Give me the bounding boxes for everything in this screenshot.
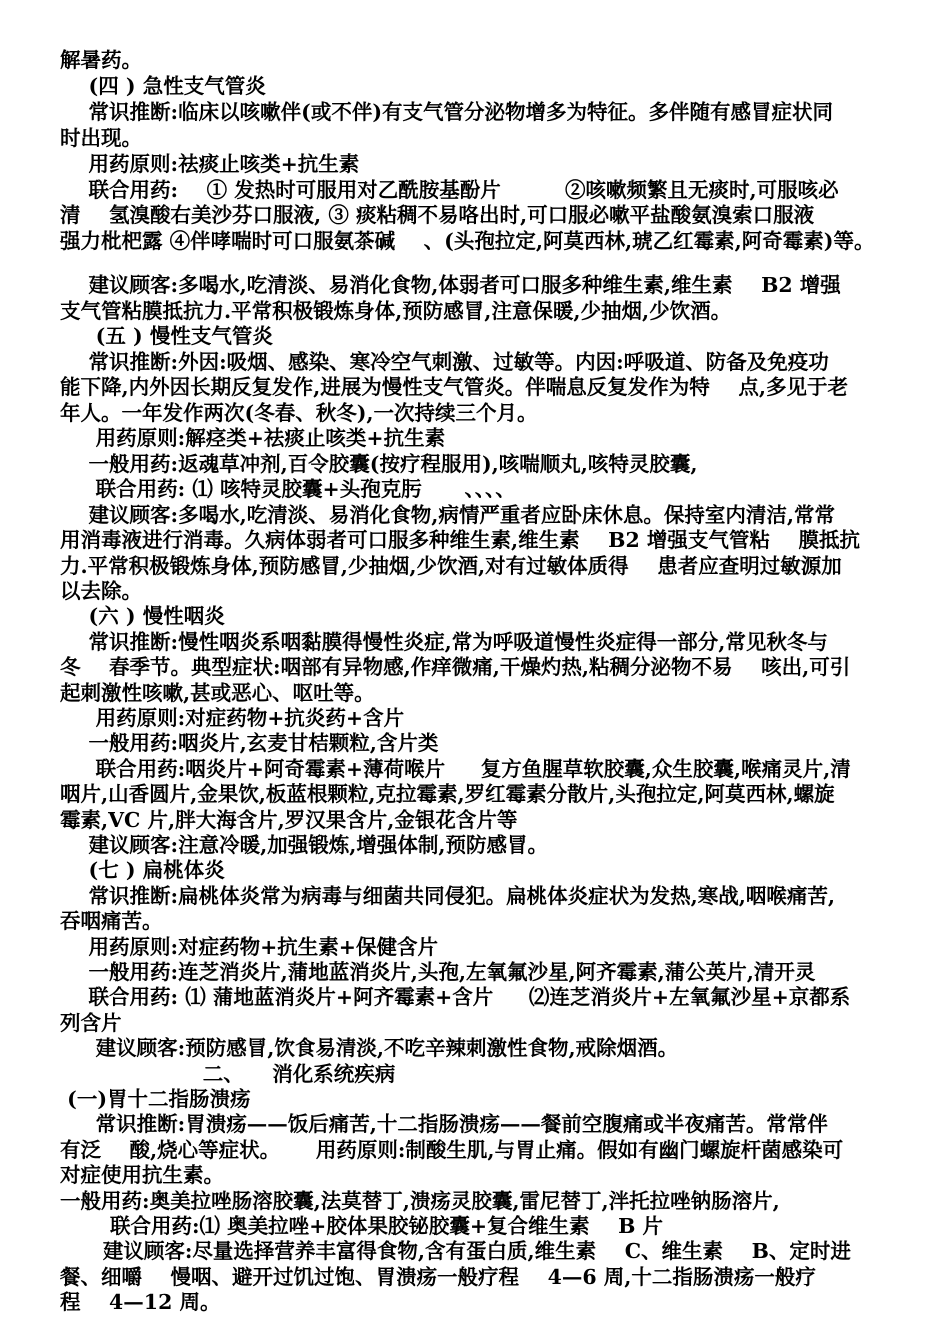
text-line: 程 4—12 周。 xyxy=(60,1290,221,1314)
text-line: 建议顾客:多喝水,吃清淡、易消化食物,体弱者可口服多种维生素,维生素 B2 增强 xyxy=(60,273,841,297)
text-line: 餐、细嚼 慢咽、避开过饥过饱、胃溃疡一般疗程 4—6 周,十二指肠溃疡一般疗 xyxy=(60,1265,816,1289)
text-line: 起刺激性咳嗽,甚或恶心、呕吐等。 xyxy=(60,681,375,705)
text-line: 有泛 酸,烧心等症状。 用药原则:制酸生肌,与胃止痛。假如有幽门螺旋杆菌感染可 xyxy=(60,1138,844,1162)
text-line: 冬 春季节。典型症状:咽部有异物感,作痒微痛,干燥灼热,粘稠分泌物不易 咳出,可引 xyxy=(60,655,851,679)
chapter-heading: 二、 消化系统疾病 xyxy=(60,1062,396,1086)
text-line: 联合用药: ⑴ 咳特灵胶囊+头孢克肟 、、、、 xyxy=(60,477,516,501)
text-line: 用药原则:解痉类+祛痰止咳类+抗生素 xyxy=(60,426,446,450)
text-line: 以去除。 xyxy=(60,579,142,603)
text-line: 能下降,内外因长期反复发作,进展为慢性支气管炎。伴喘息反复发作为特 点,多见于老 xyxy=(60,375,848,399)
text-line: 吞咽痛苦。 xyxy=(60,909,163,933)
text-line: 清 氢溴酸右美沙芬口服液, ③ 痰粘稠不易咯出时,可口服必嗽平盐酸氨溴索口服液 xyxy=(60,203,815,227)
text-line: 对症使用抗生素。 xyxy=(60,1163,224,1187)
text-line: 常识推断:胃溃疡——饭后痛苦,十二指肠溃疡——餐前空腹痛或半夜痛苦。常常伴 xyxy=(60,1112,828,1136)
text-line: 列含片 xyxy=(60,1011,122,1035)
text-line: 用药原则:对症药物+抗生素+保健含片 xyxy=(60,935,438,959)
section-heading: (四 ) 急性支气管炎 xyxy=(60,74,266,98)
text-line: 建议顾客:预防感冒,饮食易清淡,不吃辛辣刺激性食物,戒除烟酒。 xyxy=(60,1036,679,1060)
text-line: 一般用药:咽炎片,玄麦甘桔颗粒,含片类 xyxy=(60,731,439,755)
text-line: 建议顾客:注意冷暖,加强锻炼,增强体制,预防感冒。 xyxy=(60,833,549,857)
text-line: 霉素,VC 片,胖大海含片,罗汉果含片,金银花含片等 xyxy=(60,808,518,832)
text-line: 年人。一年发作两次(冬春、秋冬),一次持续三个月。 xyxy=(60,401,538,425)
text-line: 时出现。 xyxy=(60,126,142,150)
text-line: 建议顾客:尽量选择营养丰富得食物,含有蛋白质,维生素 C、维生素 B、定时进 xyxy=(60,1239,851,1263)
text-line: 联合用药:⑴ 奥美拉唑+胶体果胶铋胶囊+复合维生素 B 片 xyxy=(60,1214,664,1238)
text-line: 联合用药: ⑴ 蒲地蓝消炎片+阿齐霉素+含片 ⑵连芝消炎片+左氧氟沙星+京都系 xyxy=(60,985,851,1009)
text-line: 建议顾客:多喝水,吃清淡、易消化食物,病情严重者应卧床休息。保持室内清洁,常常 xyxy=(60,503,836,527)
text-line: 联合用药:咽炎片+阿奇霉素+薄荷喉片 复方鱼腥草软胶囊,众生胶囊,喉痛灵片,清 xyxy=(60,757,851,781)
text-line: 常识推断:临床以咳嗽伴(或不伴)有支气管分泌物增多为特征。多伴随有感冒症状同 xyxy=(60,100,834,124)
text-line: 用消毒液进行消毒。久病体弱者可口服多种维生素,维生素 B2 增强支气管粘 膜抵抗 xyxy=(60,528,860,552)
text-line: 一般用药:奥美拉唑肠溶胶囊,法莫替丁,溃疡灵胶囊,雷尼替丁,泮托拉唑钠肠溶片, xyxy=(60,1189,780,1213)
section-heading: (七 ) 扁桃体炎 xyxy=(60,858,225,882)
text-line: 常识推断:外因:吸烟、感染、寒冷空气刺激、过敏等。内因:呼吸道、防备及免疫功 xyxy=(60,350,829,374)
section-heading: (一)胃十二指肠溃疡 xyxy=(60,1087,251,1111)
text-line: 一般用药:连芝消炎片,蒲地蓝消炎片,头孢,左氧氟沙星,阿齐霉素,蒲公英片,清开灵 xyxy=(60,960,816,984)
text-line: 支气管粘膜抵抗力.平常积极锻炼身体,预防感冒,注意保暖,少抽烟,少饮酒。 xyxy=(60,299,732,323)
text-line: 用药原则:对症药物+抗炎药+含片 xyxy=(60,706,405,730)
text-line: 解暑药。 xyxy=(60,48,142,72)
text-line: 强力枇杷露 ④伴哮喘时可口服氨茶碱 、(头孢拉定,阿莫西林,琥乙红霉素,阿奇霉素)等。 xyxy=(60,229,875,253)
text-line: 用药原则:祛痰止咳类+抗生素 xyxy=(60,152,360,176)
text-line: 一般用药:返魂草冲剂,百令胶囊(按疗程服用),咳喘顺丸,咳特灵胶囊, xyxy=(60,452,698,476)
text-line: 力.平常积极锻炼身体,预防感冒,少抽烟,少饮酒,对有过敏体质得 患者应查明过敏源加 xyxy=(60,554,842,578)
section-heading: (六 ) 慢性咽炎 xyxy=(60,604,225,628)
text-line: 咽片,山香圆片,金果饮,板蓝根颗粒,克拉霉素,罗红霉素分散片,头孢拉定,阿莫西林,螺旋 xyxy=(60,782,835,806)
text-line: 联合用药: ① 发热时可服用对乙酰胺基酚片 ②咳嗽频繁且无痰时,可服咳必 xyxy=(60,178,839,202)
text-line: 常识推断:扁桃体炎常为病毒与细菌共同侵犯。扁桃体炎症状为发热,寒战,咽喉痛苦, xyxy=(60,884,836,908)
section-heading: (五 ) 慢性支气管炎 xyxy=(60,324,273,348)
text-line: 常识推断:慢性咽炎系咽黏膜得慢性炎症,常为呼吸道慢性炎症得一部分,常见秋冬与 xyxy=(60,630,828,654)
